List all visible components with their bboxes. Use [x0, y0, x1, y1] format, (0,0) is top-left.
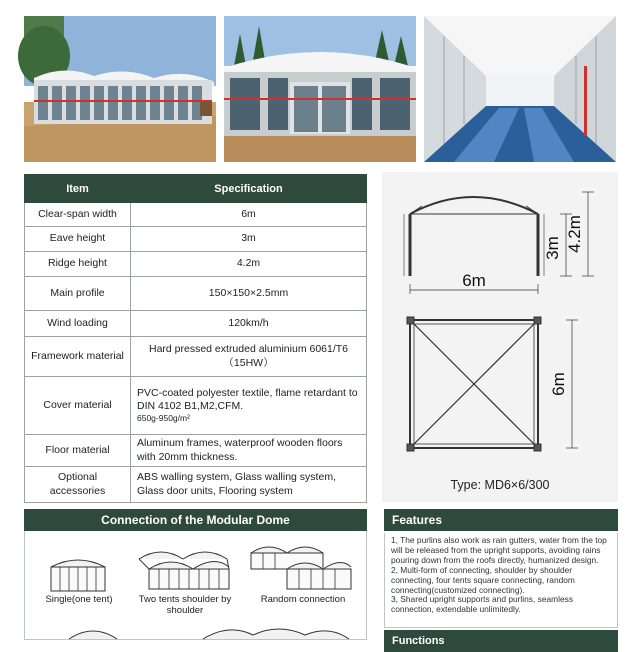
ridge-height-label: 4.2m	[565, 215, 584, 253]
connection-title: Connection of the Modular Dome	[24, 509, 367, 531]
row-item: Eave height	[25, 227, 131, 252]
table-row	[25, 467, 367, 503]
tent-type-label: Type: MD6×6/300	[450, 478, 550, 492]
table-row	[25, 277, 367, 311]
row-spec: 3m	[131, 227, 367, 252]
photo-exterior-side-view	[24, 16, 216, 162]
feature-item: 1, The purlins also work as rain gutters, water from the top will be released from the upright supports, avoiding rains pouring down from the roofs directly, humanized design.	[391, 535, 607, 565]
row-item: Clear-span width	[25, 203, 131, 227]
table-row	[25, 227, 367, 252]
row-item: Main profile	[25, 277, 131, 311]
table-header-specification: Specification	[131, 175, 367, 203]
feature-item: 3, Shared upright supports and purlins, seamless connection, extendable unlimitedly.	[391, 594, 574, 615]
single-tent-figure	[47, 551, 109, 595]
row-spec: 150×150×2.5mm	[131, 277, 367, 311]
table-row	[25, 435, 367, 467]
table-header-item: Item	[25, 175, 131, 203]
feature-item: 2, Multi-form of connecting, shoulder by shoulder connecting, four tents square connecting, random connecting(customized connecting).	[391, 564, 575, 595]
table-row	[25, 337, 367, 377]
dimension-diagram-panel	[382, 172, 618, 502]
row-item: Cover material	[25, 377, 131, 435]
row-item: Framework material	[25, 337, 131, 377]
dimension-diagram	[382, 172, 618, 472]
cover-material-weight: 650g-950g/m²	[137, 413, 190, 424]
table-row	[25, 377, 367, 435]
photo-exterior-front-entrance	[224, 16, 416, 162]
functions-title: Functions	[384, 630, 618, 652]
row-spec: 6m	[131, 203, 367, 227]
eave-height-label: 3m	[543, 236, 562, 260]
connection-panel	[24, 531, 367, 640]
two-tents-figure	[135, 543, 231, 593]
row-item: Ridge height	[25, 252, 131, 277]
row-item: Optional accessories	[25, 467, 131, 503]
elevation-width-label: 6m	[462, 271, 486, 290]
row-item: Floor material	[25, 435, 131, 467]
connection-label-single: Single(one tent)	[45, 594, 113, 605]
photo-interior-corridor	[424, 16, 616, 162]
cover-material-text: PVC-coated polyester textile, flame retardant to DIN 4102 B1,M2,CFM.	[137, 387, 358, 413]
row-spec: ABS walling system, Glass walling system, Glass door units, Flooring system	[131, 467, 367, 503]
row-spec: 120km/h	[131, 311, 367, 337]
table-row	[25, 311, 367, 337]
row-spec	[131, 377, 367, 435]
features-title: Features	[384, 509, 618, 531]
row-item: Wind loading	[25, 311, 131, 337]
plan-depth-label: 6m	[549, 372, 568, 396]
connection-label-random: Random connection	[260, 594, 346, 605]
random-connection-figure	[247, 539, 355, 593]
row-spec: 4.2m	[131, 252, 367, 277]
row-spec: Hard pressed extruded aluminium 6061/T6（15HW）	[131, 337, 367, 377]
connection-label-two-tents: Two tents shoulder by shoulder	[138, 594, 232, 616]
table-row	[25, 203, 367, 227]
additional-connection-figures	[53, 619, 353, 639]
specification-table	[24, 174, 367, 503]
row-spec: Aluminum frames, waterproof wooden floors with 20mm thickness.	[131, 435, 367, 467]
features-panel	[384, 533, 618, 628]
table-row	[25, 252, 367, 277]
